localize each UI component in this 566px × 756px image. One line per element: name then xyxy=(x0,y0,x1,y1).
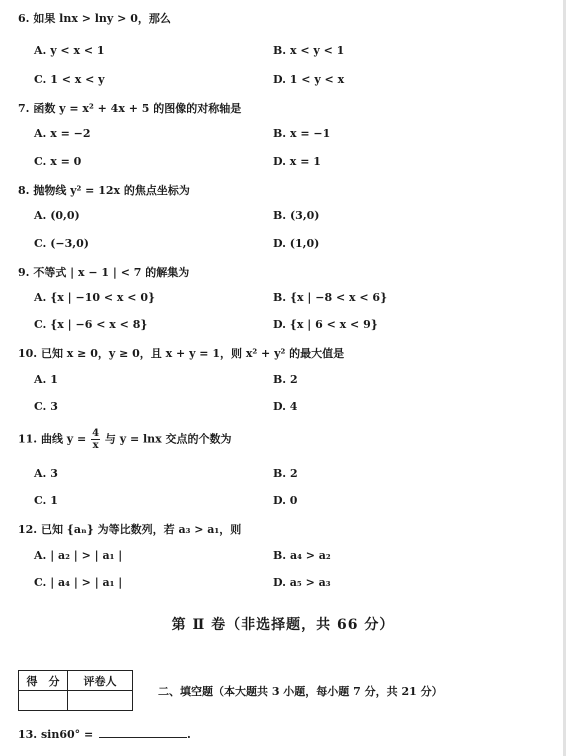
question-11-stem-suffix: 与 y = lnx 交点的个数为 xyxy=(104,432,232,446)
question-8-option-b: B. (3,0) xyxy=(273,209,320,222)
question-13-end: . xyxy=(187,728,191,741)
question-9-option-c: C. {x | −6 < x < 8} xyxy=(34,318,148,331)
fraction-numerator: 4 xyxy=(92,428,100,439)
question-12-option-d: D. a₅ > a₃ xyxy=(273,576,331,589)
question-12-stem: 12. 已知 {aₙ} 为等比数列，若 a₃ > a₁，则 xyxy=(18,523,242,536)
question-11-option-b: B. 2 xyxy=(273,467,298,480)
question-10-option-b: B. 2 xyxy=(273,373,298,386)
fraction xyxy=(91,428,100,451)
question-9-option-b: B. {x | −8 < x < 6} xyxy=(273,291,388,304)
question-8-option-c: C. (−3,0) xyxy=(34,237,89,250)
question-7-option-d: D. x = 1 xyxy=(273,155,321,168)
fraction-denominator: x xyxy=(92,440,99,451)
question-6-option-a: A. y < x < 1 xyxy=(34,44,105,57)
question-11-option-d: D. 0 xyxy=(273,494,298,507)
grader-header: 评卷人 xyxy=(68,671,133,691)
score-cell[interactable] xyxy=(19,691,68,711)
question-6-option-c: C. 1 < x < y xyxy=(34,73,105,86)
section-title: 第 Ⅱ 卷（非选择题，共 66 分） xyxy=(171,617,395,633)
grader-cell[interactable] xyxy=(68,691,133,711)
question-8-option-a: A. (0,0) xyxy=(34,209,80,222)
fill-in-heading: 二、填空题（本大题共 3 小题，每小题 7 分，共 21 分） xyxy=(158,685,443,698)
question-11-stem-prefix: 11. 曲线 y = xyxy=(18,432,87,446)
question-9-option-d: D. {x | 6 < x < 9} xyxy=(273,318,378,331)
question-6-option-b: B. x < y < 1 xyxy=(273,44,345,57)
question-10-option-d: D. 4 xyxy=(273,400,298,413)
question-13 xyxy=(18,727,191,741)
question-7-option-b: B. x = −1 xyxy=(273,127,331,140)
question-7-stem: 7. 函数 y = x² + 4x + 5 的图像的对称轴是 xyxy=(18,102,242,115)
question-9-stem: 9. 不等式 | x − 1 | < 7 的解集为 xyxy=(18,266,190,279)
question-13-stem: 13. sin60° = xyxy=(18,728,94,741)
question-7-option-a: A. x = −2 xyxy=(34,127,91,140)
answer-blank[interactable] xyxy=(99,727,187,738)
question-10-stem: 10. 已知 x ≥ 0，y ≥ 0，且 x + y = 1，则 x² + y² 的最大值是 xyxy=(18,347,345,360)
question-9-option-a: A. {x | −10 < x < 0} xyxy=(34,291,156,304)
question-12-option-b: B. a₄ > a₂ xyxy=(273,549,331,562)
score-table xyxy=(18,670,133,711)
question-8-stem: 8. 抛物线 y² = 12x 的焦点坐标为 xyxy=(18,184,190,197)
question-12-option-a: A. | a₂ | > | a₁ | xyxy=(34,549,123,562)
question-11-stem xyxy=(18,428,232,451)
question-10-option-a: A. 1 xyxy=(34,373,58,386)
question-11-option-a: A. 3 xyxy=(34,467,58,480)
question-6-option-d: D. 1 < y < x xyxy=(273,73,345,86)
question-12-option-c: C. | a₄ | > | a₁ | xyxy=(34,576,123,589)
question-11-option-c: C. 1 xyxy=(34,494,58,507)
question-10-option-c: C. 3 xyxy=(34,400,58,413)
question-6-stem: 6. 如果 lnx > lny > 0，那么 xyxy=(18,12,171,25)
question-8-option-d: D. (1,0) xyxy=(273,237,320,250)
question-7-option-c: C. x = 0 xyxy=(34,155,82,168)
score-header: 得 分 xyxy=(19,671,68,691)
